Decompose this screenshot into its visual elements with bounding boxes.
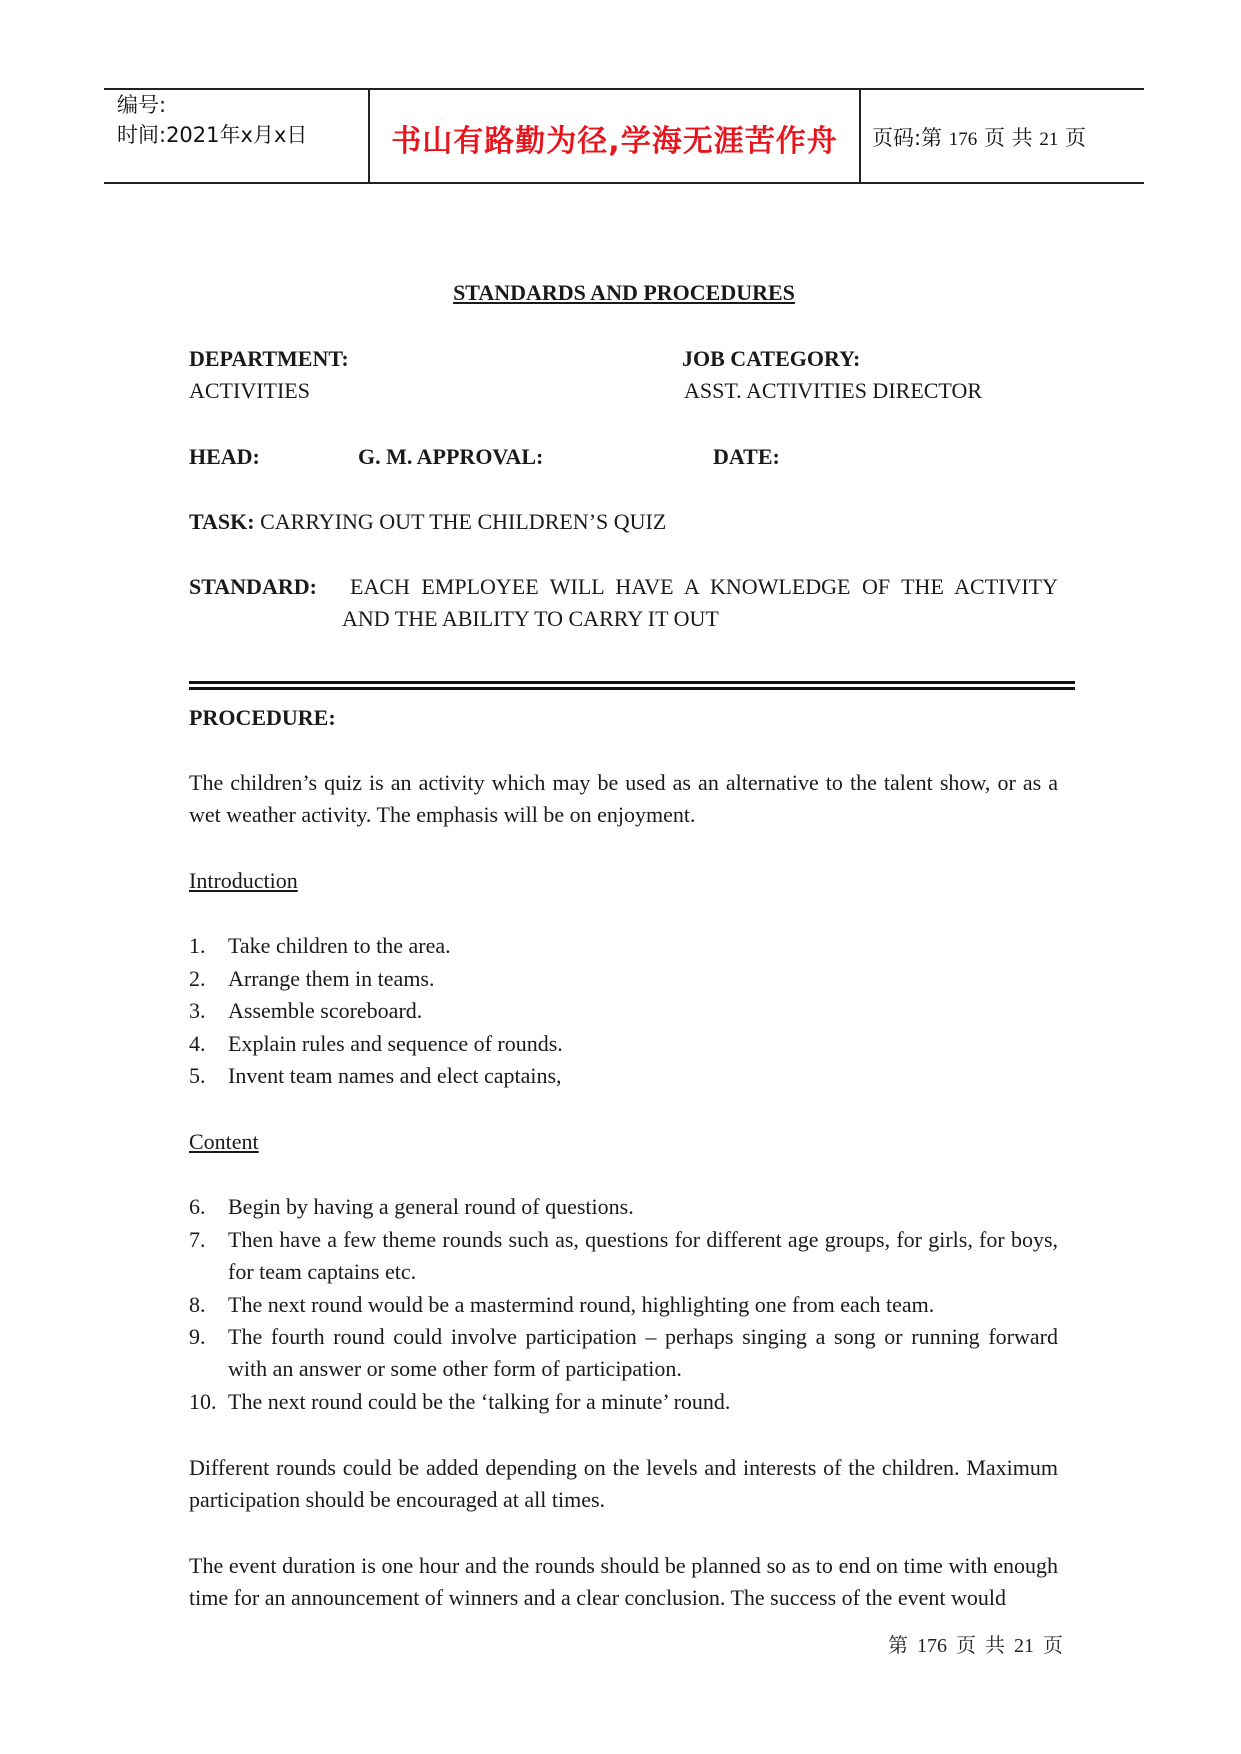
task-value: CARRYING OUT THE CHILDREN’S QUIZ xyxy=(260,509,667,534)
page-prefix: 页码:第 xyxy=(872,126,943,150)
list-item xyxy=(189,1224,1058,1288)
list-item xyxy=(189,995,1058,1027)
header-divider-right xyxy=(859,88,861,184)
list-item-number: 3. xyxy=(189,998,206,1023)
introduction-list xyxy=(189,930,1058,1095)
task-line xyxy=(189,509,666,535)
footer-suffix: 页 xyxy=(1043,1635,1063,1657)
footer-page-total: 21 xyxy=(1014,1635,1034,1657)
list-item-text: Then have a few theme rounds such as, questions for different age groups, for girls, for boys, for team captains etc. xyxy=(228,1227,1058,1284)
footer-prefix: 第 xyxy=(888,1635,908,1657)
list-item-text: Explain rules and sequence of rounds. xyxy=(228,1031,563,1056)
list-item xyxy=(189,1289,1058,1321)
list-item-text: The next round would be a mastermind round, highlighting one from each team. xyxy=(228,1292,935,1317)
list-item-text: Arrange them in teams. xyxy=(228,966,435,991)
serial-label: 编号: xyxy=(117,93,167,117)
list-item-number: 4. xyxy=(189,1031,206,1056)
header-page-info xyxy=(872,122,1086,152)
list-item-text: Take children to the area. xyxy=(228,933,451,958)
list-item xyxy=(189,1028,1058,1060)
header-meta xyxy=(117,90,365,150)
list-item-text: The next round could be the ‘talking for a minute’ round. xyxy=(228,1389,731,1414)
job-category-value: ASST. ACTIVITIES DIRECTOR xyxy=(684,378,983,403)
list-item xyxy=(189,1386,1058,1418)
header-bottom-border xyxy=(104,182,1144,184)
list-item-number: 7. xyxy=(189,1227,206,1252)
footer-page-number: 176 xyxy=(917,1635,947,1657)
list-item-text: The fourth round could involve participation – perhaps singing a song or running forward with an answer or some other form of participation. xyxy=(228,1324,1058,1381)
procedure-label: PROCEDURE: xyxy=(189,705,336,730)
job-category-label: JOB CATEGORY: xyxy=(682,346,861,371)
double-rule-top xyxy=(189,681,1075,684)
list-item xyxy=(189,963,1058,995)
header-motto: 书山有路勤为径,学海无涯苦作舟 xyxy=(391,124,838,159)
list-item-number: 9. xyxy=(189,1324,206,1349)
standard-line-1: EACH EMPLOYEE WILL HAVE A KNOWLEDGE OF THE ACTIVITY xyxy=(350,574,1058,599)
page-footer xyxy=(888,1629,1063,1658)
gm-approval-label: G. M. APPROVAL: xyxy=(358,444,544,469)
page-mid: 页 共 xyxy=(983,126,1033,150)
list-item-number: 5. xyxy=(189,1063,206,1088)
list-item-number: 2. xyxy=(189,966,206,991)
date-label: DATE: xyxy=(713,444,780,469)
list-item xyxy=(189,1191,1058,1223)
department-value: ACTIVITIES xyxy=(189,378,310,403)
standard-label: STANDARD: xyxy=(189,574,317,599)
content-heading: Content xyxy=(189,1129,259,1154)
list-item-text: Begin by having a general round of questions. xyxy=(228,1194,634,1219)
list-item-number: 10. xyxy=(189,1389,217,1414)
list-item-number: 6. xyxy=(189,1194,206,1219)
head-label: HEAD: xyxy=(189,444,260,469)
document-title: STANDARDS AND PROCEDURES xyxy=(453,280,795,305)
list-item-text: Invent team names and elect captains, xyxy=(228,1063,562,1088)
duration-paragraph: The event duration is one hour and the rounds should be planned so as to end on time with enough time for an announcement of winners and a clear conclusion. The success of the event would xyxy=(189,1553,1058,1610)
department-label: DEPARTMENT: xyxy=(189,346,349,371)
list-item xyxy=(189,1321,1058,1385)
introduction-heading: Introduction xyxy=(189,868,298,893)
rounds-paragraph: Different rounds could be added depending on the levels and interests of the children. Maximum participation should be encouraged at all times. xyxy=(189,1455,1058,1512)
footer-mid: 页 共 xyxy=(956,1635,1005,1657)
standard-line-2: AND THE ABILITY TO CARRY IT OUT xyxy=(342,606,719,631)
list-item-number: 1. xyxy=(189,933,206,958)
double-rule-bottom xyxy=(189,687,1075,690)
page-total: 21 xyxy=(1039,129,1059,150)
time-label: 时间:2021年x月x日 xyxy=(117,123,308,147)
task-label: TASK: xyxy=(189,509,255,534)
list-item xyxy=(189,930,1058,962)
content-list xyxy=(189,1191,1058,1421)
list-item-text: Assemble scoreboard. xyxy=(228,998,423,1023)
list-item-number: 8. xyxy=(189,1292,206,1317)
page-suffix: 页 xyxy=(1065,126,1087,150)
intro-paragraph: The children’s quiz is an activity which may be used as an alternative to the talent show, or as a wet weather activity. The emphasis will be on enjoyment. xyxy=(189,770,1058,827)
list-item xyxy=(189,1060,1058,1092)
page-number: 176 xyxy=(948,129,978,150)
